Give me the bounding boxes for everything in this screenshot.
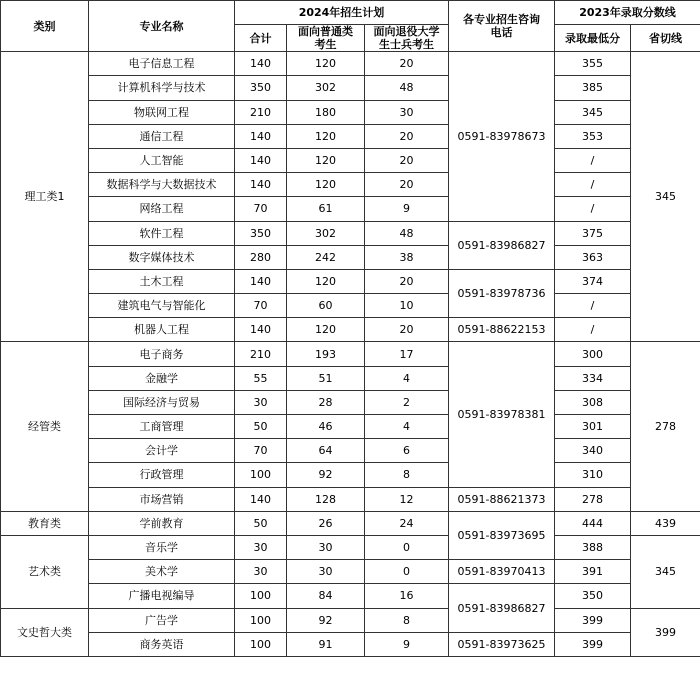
veteran-cell: 4 (365, 366, 449, 390)
min-score-cell: 355 (555, 52, 631, 76)
veteran-cell: 17 (365, 342, 449, 366)
min-score-cell: 310 (555, 463, 631, 487)
phone-cell: 0591-83978673 (449, 52, 555, 221)
general-cell: 128 (287, 487, 365, 511)
general-cell: 120 (287, 148, 365, 172)
min-score-cell: 444 (555, 511, 631, 535)
min-score-cell: / (555, 318, 631, 342)
header-major: 专业名称 (89, 1, 235, 52)
total-cell: 30 (235, 535, 287, 559)
general-cell: 30 (287, 560, 365, 584)
header-plan-2024: 2024年招生计划 (235, 1, 449, 25)
min-score-cell: 388 (555, 535, 631, 559)
total-cell: 140 (235, 318, 287, 342)
min-score-cell: / (555, 148, 631, 172)
table-row (1, 76, 700, 100)
min-score-cell: 345 (555, 100, 631, 124)
phone-cell: 0591-83978736 (449, 269, 555, 317)
table-row (1, 173, 700, 197)
general-cell: 120 (287, 173, 365, 197)
prov-line-cell: 345 (631, 52, 700, 342)
min-score-cell: 363 (555, 245, 631, 269)
total-cell: 140 (235, 124, 287, 148)
major-cell: 电子信息工程 (89, 52, 235, 76)
major-cell: 机器人工程 (89, 318, 235, 342)
general-cell: 26 (287, 511, 365, 535)
general-cell: 92 (287, 463, 365, 487)
veteran-cell: 20 (365, 124, 449, 148)
total-cell: 210 (235, 100, 287, 124)
min-score-cell: 278 (555, 487, 631, 511)
total-cell: 140 (235, 173, 287, 197)
total-cell: 140 (235, 269, 287, 293)
total-cell: 100 (235, 632, 287, 656)
veteran-cell: 20 (365, 148, 449, 172)
veteran-cell: 8 (365, 463, 449, 487)
table-row (1, 632, 700, 656)
major-cell: 电子商务 (89, 342, 235, 366)
table-row (1, 487, 700, 511)
general-cell: 60 (287, 294, 365, 318)
veteran-cell: 20 (365, 52, 449, 76)
general-cell: 91 (287, 632, 365, 656)
general-cell: 46 (287, 415, 365, 439)
veteran-cell: 48 (365, 76, 449, 100)
phone-cell: 0591-83970413 (449, 560, 555, 584)
min-score-cell: 399 (555, 632, 631, 656)
table-row (1, 294, 700, 318)
min-score-cell: 340 (555, 439, 631, 463)
table-row (1, 463, 700, 487)
table-row (1, 608, 700, 632)
header-total: 合计 (235, 25, 287, 52)
min-score-cell: / (555, 197, 631, 221)
header-general: 面向普通类考生 (287, 25, 365, 52)
table-row (1, 342, 700, 366)
major-cell: 人工智能 (89, 148, 235, 172)
total-cell: 50 (235, 511, 287, 535)
major-cell: 物联网工程 (89, 100, 235, 124)
major-cell: 金融学 (89, 366, 235, 390)
veteran-cell: 8 (365, 608, 449, 632)
phone-cell: 0591-83973625 (449, 632, 555, 656)
prov-line-cell: 439 (631, 511, 700, 535)
total-cell: 140 (235, 52, 287, 76)
table-row (1, 390, 700, 414)
general-cell: 120 (287, 269, 365, 293)
header-min-score: 录取最低分 (555, 25, 631, 52)
general-cell: 30 (287, 535, 365, 559)
category-cell: 艺术类 (1, 535, 89, 608)
table-row (1, 584, 700, 608)
veteran-cell: 20 (365, 269, 449, 293)
total-cell: 210 (235, 342, 287, 366)
veteran-cell: 10 (365, 294, 449, 318)
general-cell: 92 (287, 608, 365, 632)
veteran-cell: 12 (365, 487, 449, 511)
table-row (1, 318, 700, 342)
header-category: 类别 (1, 1, 89, 52)
major-cell: 工商管理 (89, 415, 235, 439)
table-row (1, 511, 700, 535)
major-cell: 计算机科学与技术 (89, 76, 235, 100)
table-row (1, 221, 700, 245)
major-cell: 广播电视编导 (89, 584, 235, 608)
major-cell: 美术学 (89, 560, 235, 584)
min-score-cell: 375 (555, 221, 631, 245)
veteran-cell: 48 (365, 221, 449, 245)
total-cell: 30 (235, 560, 287, 584)
major-cell: 市场营销 (89, 487, 235, 511)
prov-line-cell: 278 (631, 342, 700, 511)
major-cell: 软件工程 (89, 221, 235, 245)
min-score-cell: 350 (555, 584, 631, 608)
veteran-cell: 24 (365, 511, 449, 535)
general-cell: 120 (287, 124, 365, 148)
general-cell: 302 (287, 76, 365, 100)
min-score-cell: 353 (555, 124, 631, 148)
major-cell: 网络工程 (89, 197, 235, 221)
total-cell: 70 (235, 197, 287, 221)
major-cell: 数据科学与大数据技术 (89, 173, 235, 197)
total-cell: 50 (235, 415, 287, 439)
table-row (1, 124, 700, 148)
general-cell: 193 (287, 342, 365, 366)
category-cell: 经管类 (1, 342, 89, 511)
major-cell: 国际经济与贸易 (89, 390, 235, 414)
table-row (1, 197, 700, 221)
category-cell: 文史哲大类 (1, 608, 89, 656)
veteran-cell: 38 (365, 245, 449, 269)
min-score-cell: 374 (555, 269, 631, 293)
general-cell: 242 (287, 245, 365, 269)
major-cell: 建筑电气与智能化 (89, 294, 235, 318)
table-row (1, 535, 700, 559)
total-cell: 140 (235, 487, 287, 511)
min-score-cell: 385 (555, 76, 631, 100)
major-cell: 音乐学 (89, 535, 235, 559)
major-cell: 通信工程 (89, 124, 235, 148)
table-body (1, 52, 700, 657)
major-cell: 商务英语 (89, 632, 235, 656)
general-cell: 84 (287, 584, 365, 608)
total-cell: 55 (235, 366, 287, 390)
veteran-cell: 16 (365, 584, 449, 608)
general-cell: 120 (287, 318, 365, 342)
category-cell: 理工类1 (1, 52, 89, 342)
min-score-cell: 334 (555, 366, 631, 390)
phone-cell: 0591-88621373 (449, 487, 555, 511)
table-row (1, 52, 700, 76)
table-row (1, 245, 700, 269)
veteran-cell: 4 (365, 415, 449, 439)
min-score-cell: 391 (555, 560, 631, 584)
veteran-cell: 6 (365, 439, 449, 463)
prov-line-cell: 345 (631, 535, 700, 608)
total-cell: 30 (235, 390, 287, 414)
table-row (1, 148, 700, 172)
general-cell: 180 (287, 100, 365, 124)
table-row (1, 439, 700, 463)
total-cell: 70 (235, 294, 287, 318)
major-cell: 土木工程 (89, 269, 235, 293)
phone-cell: 0591-88622153 (449, 318, 555, 342)
min-score-cell: 308 (555, 390, 631, 414)
header-score-2023: 2023年录取分数线 (555, 1, 700, 25)
veteran-cell: 20 (365, 318, 449, 342)
header-phone: 各专业招生咨询电话 (449, 1, 555, 52)
general-cell: 64 (287, 439, 365, 463)
major-cell: 数字媒体技术 (89, 245, 235, 269)
min-score-cell: / (555, 294, 631, 318)
table-row (1, 100, 700, 124)
total-cell: 100 (235, 463, 287, 487)
general-cell: 120 (287, 52, 365, 76)
phone-cell: 0591-83973695 (449, 511, 555, 559)
min-score-cell: 300 (555, 342, 631, 366)
general-cell: 302 (287, 221, 365, 245)
total-cell: 350 (235, 221, 287, 245)
veteran-cell: 2 (365, 390, 449, 414)
min-score-cell: / (555, 173, 631, 197)
veteran-cell: 0 (365, 560, 449, 584)
category-cell: 教育类 (1, 511, 89, 535)
total-cell: 280 (235, 245, 287, 269)
header-veteran: 面向退役大学生士兵考生 (365, 25, 449, 52)
major-cell: 会计学 (89, 439, 235, 463)
table-row (1, 415, 700, 439)
table-row (1, 269, 700, 293)
veteran-cell: 30 (365, 100, 449, 124)
total-cell: 100 (235, 584, 287, 608)
phone-cell: 0591-83986827 (449, 221, 555, 269)
major-cell: 广告学 (89, 608, 235, 632)
total-cell: 100 (235, 608, 287, 632)
phone-cell: 0591-83986827 (449, 584, 555, 632)
general-cell: 28 (287, 390, 365, 414)
min-score-cell: 399 (555, 608, 631, 632)
general-cell: 51 (287, 366, 365, 390)
veteran-cell: 9 (365, 197, 449, 221)
prov-line-cell: 399 (631, 608, 700, 656)
table-row (1, 366, 700, 390)
veteran-cell: 9 (365, 632, 449, 656)
table-row (1, 560, 700, 584)
veteran-cell: 20 (365, 173, 449, 197)
min-score-cell: 301 (555, 415, 631, 439)
total-cell: 140 (235, 148, 287, 172)
major-cell: 学前教育 (89, 511, 235, 535)
total-cell: 350 (235, 76, 287, 100)
header-prov-line: 省切线 (631, 25, 700, 52)
major-cell: 行政管理 (89, 463, 235, 487)
total-cell: 70 (235, 439, 287, 463)
general-cell: 61 (287, 197, 365, 221)
phone-cell: 0591-83978381 (449, 342, 555, 487)
veteran-cell: 0 (365, 535, 449, 559)
